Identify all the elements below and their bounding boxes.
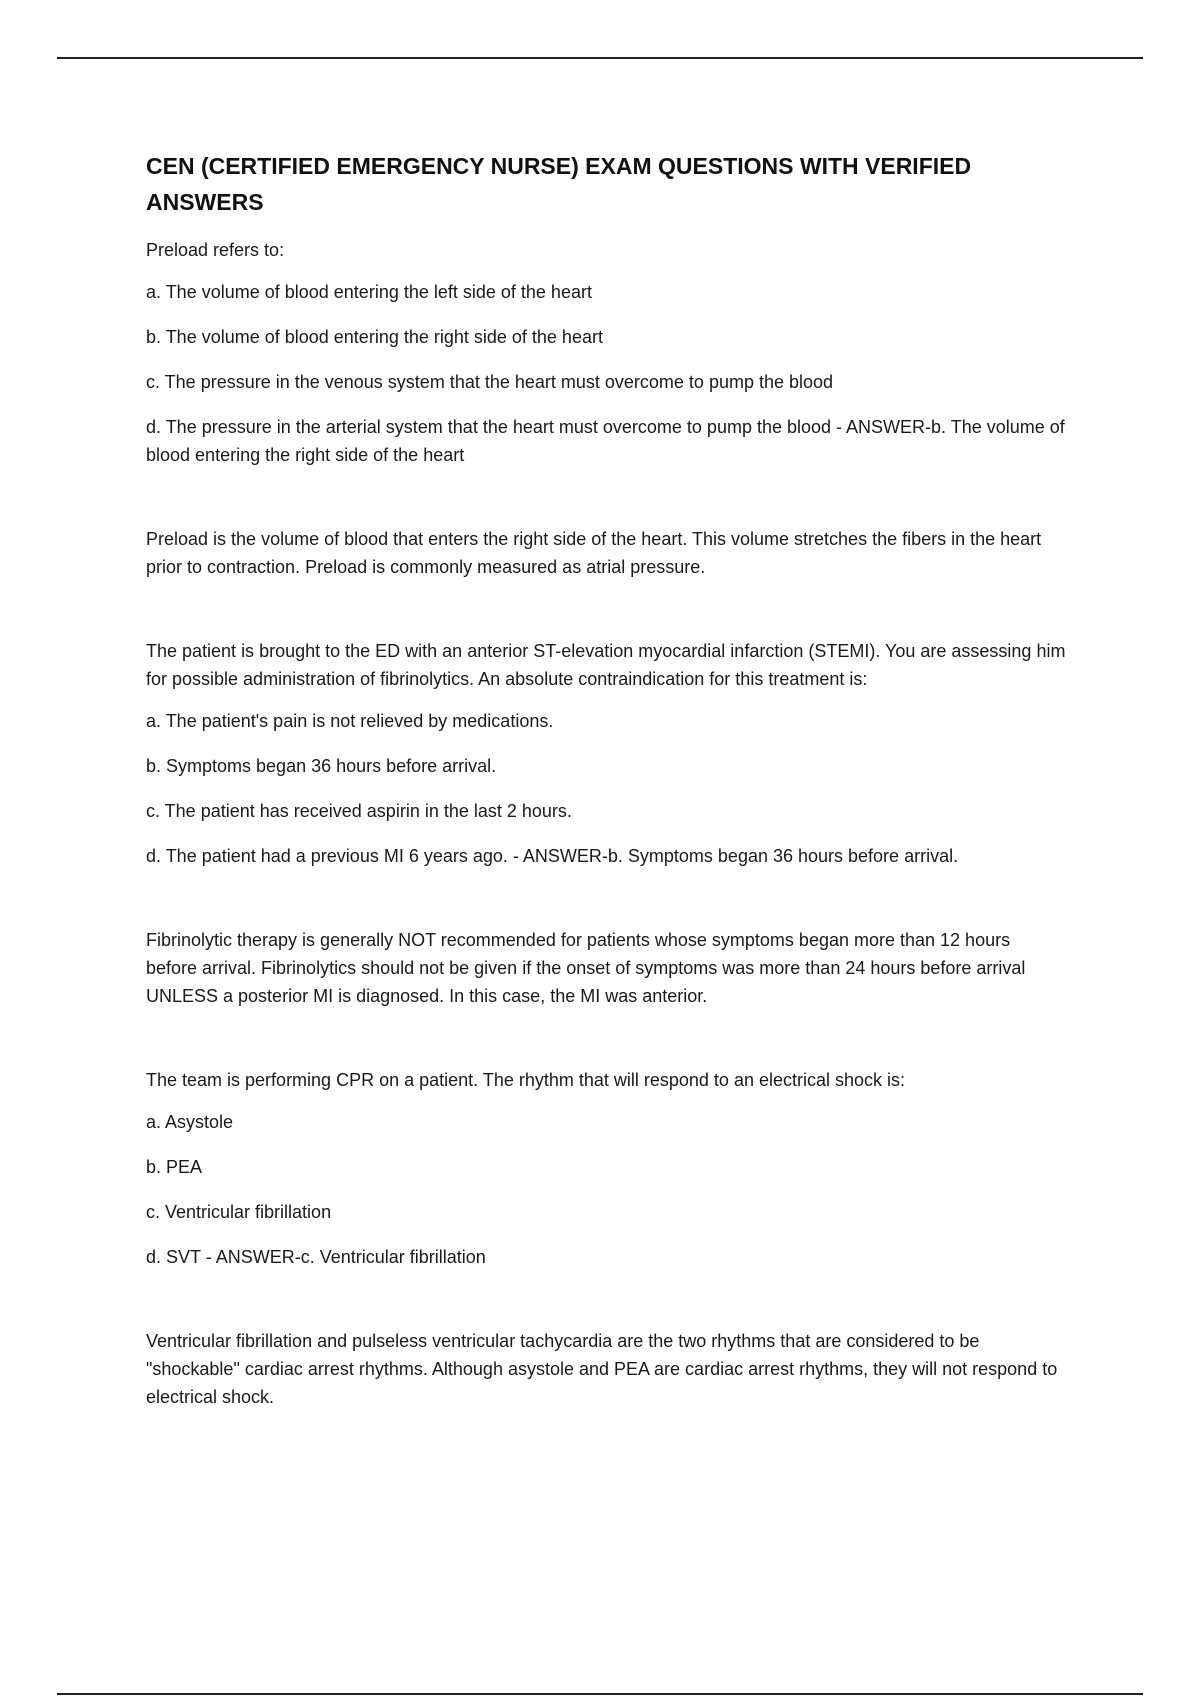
answer-option-with-answer: d. SVT - ANSWER-c. Ventricular fibrillation [146, 1247, 486, 1267]
answer-explanation: Fibrinolytic therapy is generally NOT recommended for patients whose symptoms began more than 12 hours before arrival. Fibrinolytics should not be given if the onset of symptoms was more than 24 hours before arrival UNLESS a posterior MI is diagnosed. In this case, the MI was anterior. [146, 930, 1026, 1006]
question-stem: The team is performing CPR on a patient. The rhythm that will respond to an electrical shock is: [146, 1070, 906, 1090]
answer-option: a. The volume of blood entering the left side of the heart [146, 282, 592, 302]
document-body [146, 148, 1066, 1467]
question-block [146, 236, 1066, 581]
answer-option: a. Asystole [146, 1112, 234, 1132]
answer-option: b. Symptoms began 36 hours before arrival. [146, 756, 497, 776]
answer-option: b. The volume of blood entering the right side of the heart [146, 327, 603, 347]
answer-option: a. The patient's pain is not relieved by medications. [146, 711, 554, 731]
answer-explanation: Preload is the volume of blood that enters the right side of the heart. This volume stretches the fibers in the heart prior to contraction. Preload is commonly measured as atrial pressure. [146, 529, 1042, 577]
document-title: CEN (CERTIFIED EMERGENCY NURSE) EXAM QUESTIONS WITH VERIFIED ANSWERS [146, 153, 972, 215]
answer-option: c. The pressure in the venous system that the heart must overcome to pump the blood [146, 372, 834, 392]
question-stem: The patient is brought to the ED with an anterior ST-elevation myocardial infarction (STEMI). You are assessing him for possible administration of fibrinolytics. An absolute contraindication for this treatment is: [146, 641, 1066, 689]
question-block [146, 637, 1066, 1010]
answer-option: b. PEA [146, 1157, 203, 1177]
question-stem: Preload refers to: [146, 240, 285, 260]
top-rule [57, 57, 1143, 59]
answer-option: c. Ventricular fibrillation [146, 1202, 332, 1222]
answer-explanation: Ventricular fibrillation and pulseless ventricular tachycardia are the two rhythms that are considered to be "shockable" cardiac arrest rhythms. Although asystole and PEA are cardiac arrest rhythms, they will not respond to electrical shock. [146, 1331, 1058, 1407]
question-block [146, 1066, 1066, 1411]
answer-option-with-answer: d. The patient had a previous MI 6 years ago. - ANSWER-b. Symptoms began 36 hours before arrival. [146, 846, 959, 866]
answer-option: c. The patient has received aspirin in the last 2 hours. [146, 801, 572, 821]
answer-option-with-answer: d. The pressure in the arterial system that the heart must overcome to pump the blood - ANSWER-b. The volume of blood entering the right side of the heart [146, 417, 1065, 465]
bottom-rule [57, 1693, 1143, 1695]
